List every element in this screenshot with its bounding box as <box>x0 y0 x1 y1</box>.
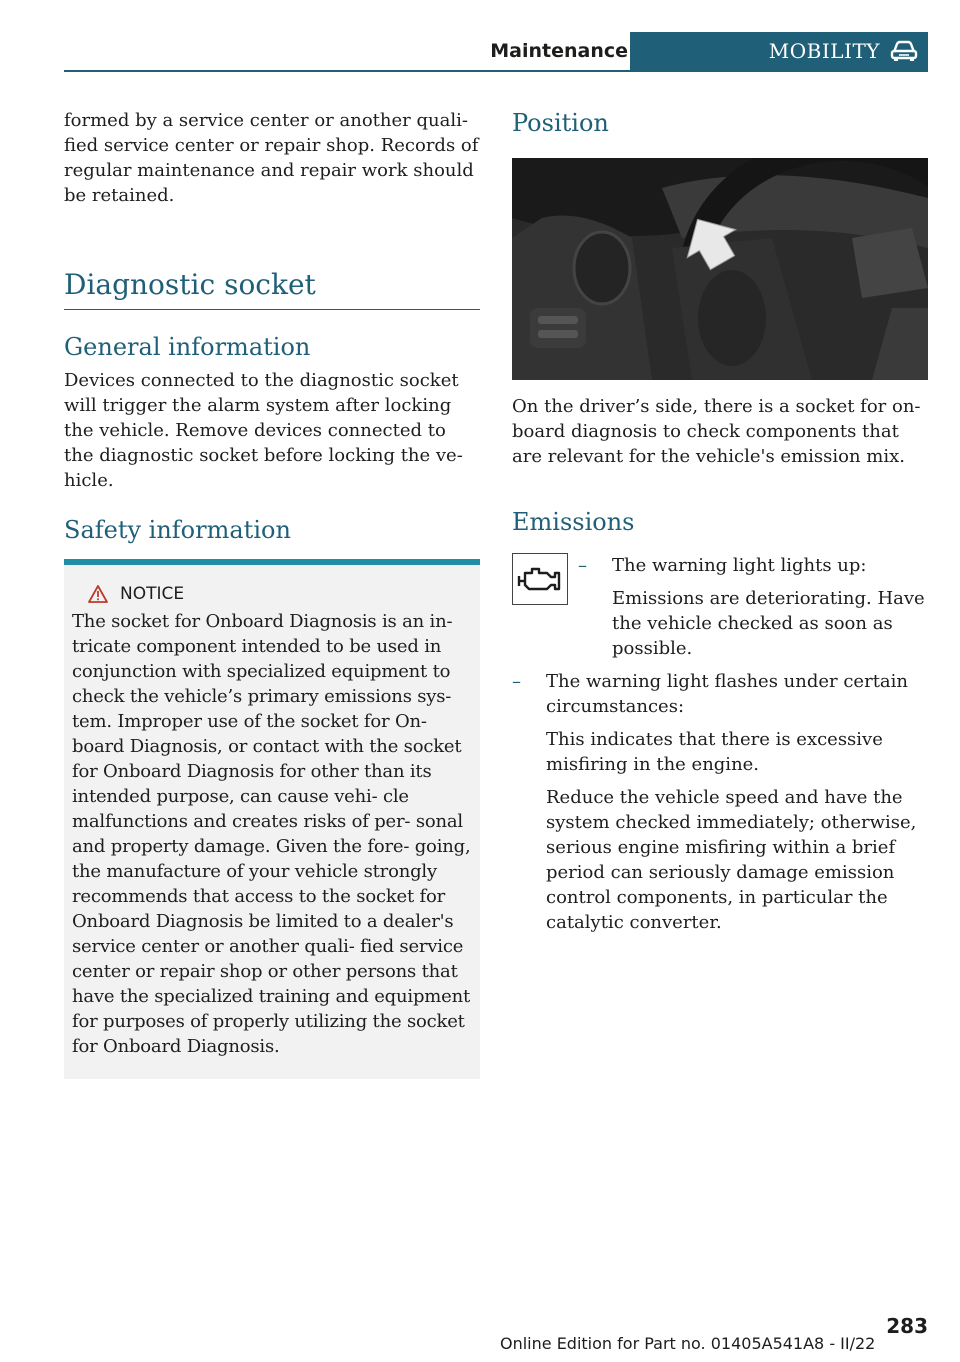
notice-text: The socket for Onboard Diagnosis is an in‐ tricate component intended to be used in conjunction with specialized equipment to check the vehicle’s primary emissions sys‐ tem. Improper use of the socket for On‐ board Diagnosis, or contact with the socket for Onboard Diagnosis for other than its intended purpose, can cause vehi‐ cle malfunctions and creates risks of per‐ sonal and property damage. Given the fore‐ going, the manufacture of your vehicle strongly recommends that access to the socket for Onboard Diagnosis be limited to a dealer's service center or another quali‐ fied service center or repair shop or other persons that have the specialized training and equipment for purposes of properly utilizing the socket for Onboard Diagnosis. <box>72 611 471 1057</box>
edition-note: Online Edition for Part no. 01405A541A8 - II/22 <box>500 1334 876 1353</box>
heading-emissions: Emissions <box>512 508 635 536</box>
bullet-text: The warning light lights up: <box>612 555 867 576</box>
engine-warning-icon-box <box>512 553 568 605</box>
header-chapter-title: MOBILITY <box>768 39 880 63</box>
header-section-title: Maintenance <box>490 40 628 62</box>
notice-title: NOTICE <box>120 584 185 604</box>
footwell-illustration <box>512 158 928 380</box>
right-column <box>512 108 928 935</box>
left-column <box>64 108 480 1079</box>
bullet-text: The warning light flashes under certain circumstances: <box>546 671 909 717</box>
header-chapter-tab <box>630 32 928 70</box>
emissions-bullet-first <box>578 553 928 661</box>
bullet-text: Reduce the vehicle speed and have the system checked immediately; otherwise, serious engine misfiring within a brief period can seriously damage emission control components, in particular the catalytic converter. <box>546 787 917 933</box>
notice-header <box>88 581 472 607</box>
bullet-text: Emissions are deteriorating. Have the vehicle checked as soon as possible. <box>612 588 925 659</box>
bullet-dash: – <box>578 555 587 576</box>
diagnostic-socket-photo <box>512 158 928 380</box>
car-icon <box>890 40 918 62</box>
bullet-dash: – <box>512 671 521 692</box>
list-item <box>512 669 928 935</box>
position-text: On the driver’s side, there is a socket for on‐ board diagnosis to check components that are relevant for the vehicle's emission mix. <box>512 396 921 467</box>
engine-warning-icon <box>517 564 563 594</box>
heading-position: Position <box>512 109 609 137</box>
notice-box <box>64 559 480 1079</box>
section-title-diagnostic-socket: Diagnostic socket <box>64 268 480 310</box>
heading-general-information: General information <box>64 333 311 361</box>
warning-triangle-icon <box>88 585 108 603</box>
list-item <box>578 553 928 661</box>
general-information-text: Devices connected to the diagnostic socket will trigger the alarm system after locking the vehicle. Remove devices connected to the diagnostic socket before locking the ve‐ hicle. <box>64 370 463 491</box>
bullet-text: This indicates that there is excessive misfiring in the engine. <box>546 729 883 775</box>
emissions-row <box>512 553 928 661</box>
heading-safety-information: Safety information <box>64 516 291 544</box>
intro-paragraph: formed by a service center or another quali‐ fied service center or repair shop. Records of regular maintenance and repair work should be retained. <box>64 110 479 206</box>
page-header <box>64 32 928 72</box>
page-number: 283 <box>886 1314 928 1338</box>
